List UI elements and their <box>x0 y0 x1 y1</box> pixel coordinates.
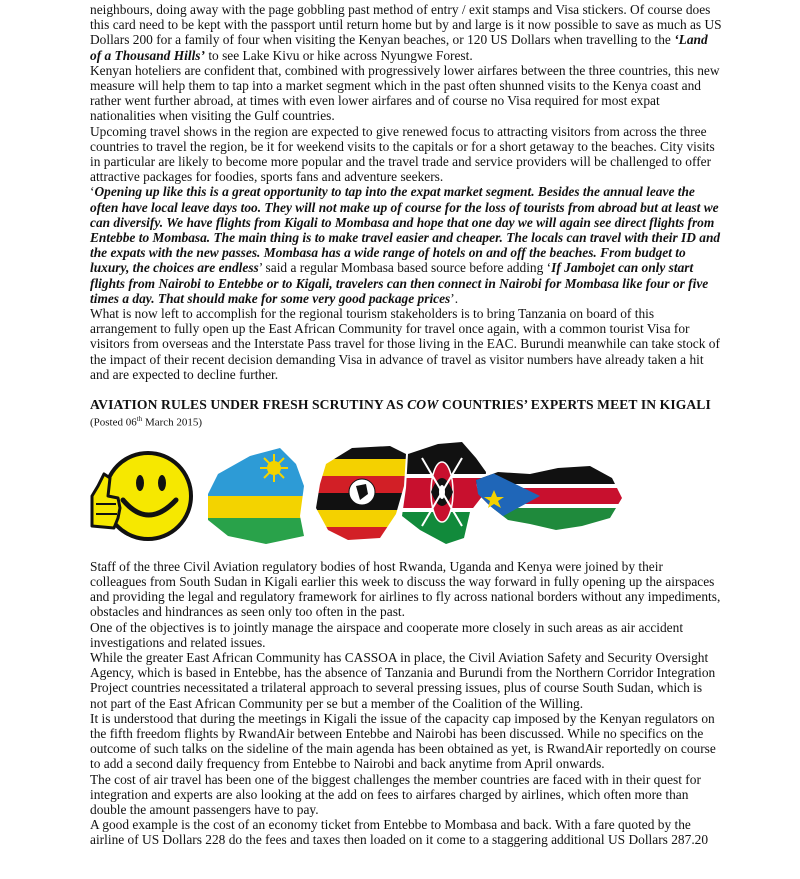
article2-paragraph-1: Staff of the three Civil Aviation regulatory bodies of host Rwanda, Uganda and Kenya were joined by their colleagues from South Sudan in Kigali earlier this week to discuss the way forward in fully opening up the airspaces and providing the legal and regulatory framework for airlines to fly across national borders without any impediments, obstacles and hindrances as seen only too often in the past. <box>90 558 721 620</box>
rwanda-flag-map-icon <box>200 444 310 548</box>
posted-text: (Posted 06 <box>90 416 137 429</box>
quote-mark: ‘ <box>90 184 95 200</box>
emphasized-phrase: ‘Land of a Thousand Hills’ <box>90 32 708 63</box>
article2-paragraph-2: One of the objectives is to jointly manage the airspace and cooperate more closely in such areas as air accident investigations and related issues. <box>90 619 684 650</box>
article1-paragraph-5: What is now left to accomplish for the regional tourism stakeholders is to bring Tanzania on board of this arrangement to fully open up the East African Community for travel once again, with a common tourist Visa for visitors from overseas and the Interstate Pass travel for those living in the EAC. Burundi meanwhile can take stock of the impact of their recent decision demanding Visa in advance of travel as visitor numbers have already taken a hit and are expected to decline further. <box>90 306 720 382</box>
quote-text: If Jambojet can only start flights from Nairobi to Entebbe or to Kigali, travelers can then connect in Nairobi for Mombasa like four or five times a day. That should make for some very good package prices <box>90 260 709 306</box>
kenya-flag-map-icon <box>400 440 490 548</box>
paragraph-text: neighbours, doing away with the page gobbling past method of entry / exit stamps and Visa stickers. Of course does this card need to be kept with the passport until return home but by and large is it now possible to save as much as US Dollars 200 for a family of four when visiting the Kenyan beaches, or 120 US Dollars when travelling to the <box>90 2 722 48</box>
article1-paragraph-3: Upcoming travel shows in the region are expected to give renewed focus to attracting visitors from across the three countries to travel the region, be it for weekend visits to the capitals or for a short getaway to the beaches. City visits in particular are likely to become more popular and the travel trade and service providers will be challenged to offer attractive packages for foodies, sports fans and adventure seekers. <box>90 123 715 185</box>
paragraph-text: ’ said a regular Mombasa based source before adding ‘ <box>258 260 552 276</box>
posted-sup: th <box>136 415 143 424</box>
posted-text: March 2015) <box>142 416 203 429</box>
headline-text: COUNTRIES’ EXPERTS MEET IN KIGALI <box>438 397 711 413</box>
article1-paragraph-1 <box>90 2 722 63</box>
paragraph-text: to see Lake Kivu or hike across Nyungwe Forest. <box>204 47 473 63</box>
article2-paragraph-6: A good example is the cost of an economy ticket from Entebbe to Mombasa and back. With a fare quoted by the airline of US Dollars 228 do the fees and taxes then loaded on it come to a staggering additional US Dollars 287.20 <box>90 817 709 848</box>
posted-date <box>90 413 722 430</box>
document-page <box>90 2 722 848</box>
illustration-strip <box>90 434 722 556</box>
uganda-flag-map-icon <box>310 442 410 544</box>
headline-italic: COW <box>407 397 439 413</box>
thumbs-up-smiley-icon <box>92 453 191 539</box>
article-headline <box>90 397 722 413</box>
quote-mark: ’. <box>450 290 459 306</box>
article2-paragraph-4: It is understood that during the meetings in Kigali the issue of the capacity cap imposed by the Kenyan regulators on the fifth freedom flights by RwandAir between Entebbe and Nairobi has been discussed. While no specifics on the outcome of such talks on the sideline of the main agenda has been obtained as yet, is RwandAir reportedly on course to add a second daily frequency from Entebbe to Nairobi and back anytime from April onwards. <box>90 710 716 772</box>
article1-paragraph-2: Kenyan hoteliers are confident that, combined with progressively lower airfares between the three countries, this new measure will help them to tap into a market segment which in the past often shunned visits to the Kenya coast and rather went further abroad, at times with even lower airfares and of course no Visa required for most expat nationalities when visiting the Gulf countries. <box>90 62 720 124</box>
headline-text: AVIATION RULES UNDER FRESH SCRUTINY AS <box>90 397 408 413</box>
article1-paragraph-quote <box>90 184 722 306</box>
quote-text: Opening up like this is a great opportunity to tap into the expat market segment. Besides the annual leave the often have local leave days too. They will not make up of course for the loss of tourists from abroad but at least we can diversify. We have flights from Kigali to Mombasa and hope that one day we will again see direct flights from Entebbe to Mombasa. The main thing is to make travel easier and cheaper. The locals can travel with their ID and the expats with the new passes. Mombasa has a wide range of hotels on and off the beaches. From budget to luxury, the choices are endless <box>90 184 721 276</box>
article2-paragraph-3: While the greater East African Community has CASSOA in place, the Civil Aviation Safety and Security Oversight Agency, which is based in Entebbe, has the absence of Tanzania and Burundi from the Northern Corridor Integration Project countries necessitated a trilateral approach to several pressing issues, plus of course South Sudan, which is not part of the East African Community per se but a member of the Coalition of the Willing. <box>90 649 716 711</box>
illustration-svg <box>90 434 650 556</box>
article2-paragraph-5: The cost of air travel has been one of the biggest challenges the member countries are faced with in their quest for integration and experts are also looking at the add on fees to airfares charged by airlines, which often more than double the amount passengers have to pay. <box>90 771 701 817</box>
south-sudan-flag-map-icon <box>470 462 630 534</box>
